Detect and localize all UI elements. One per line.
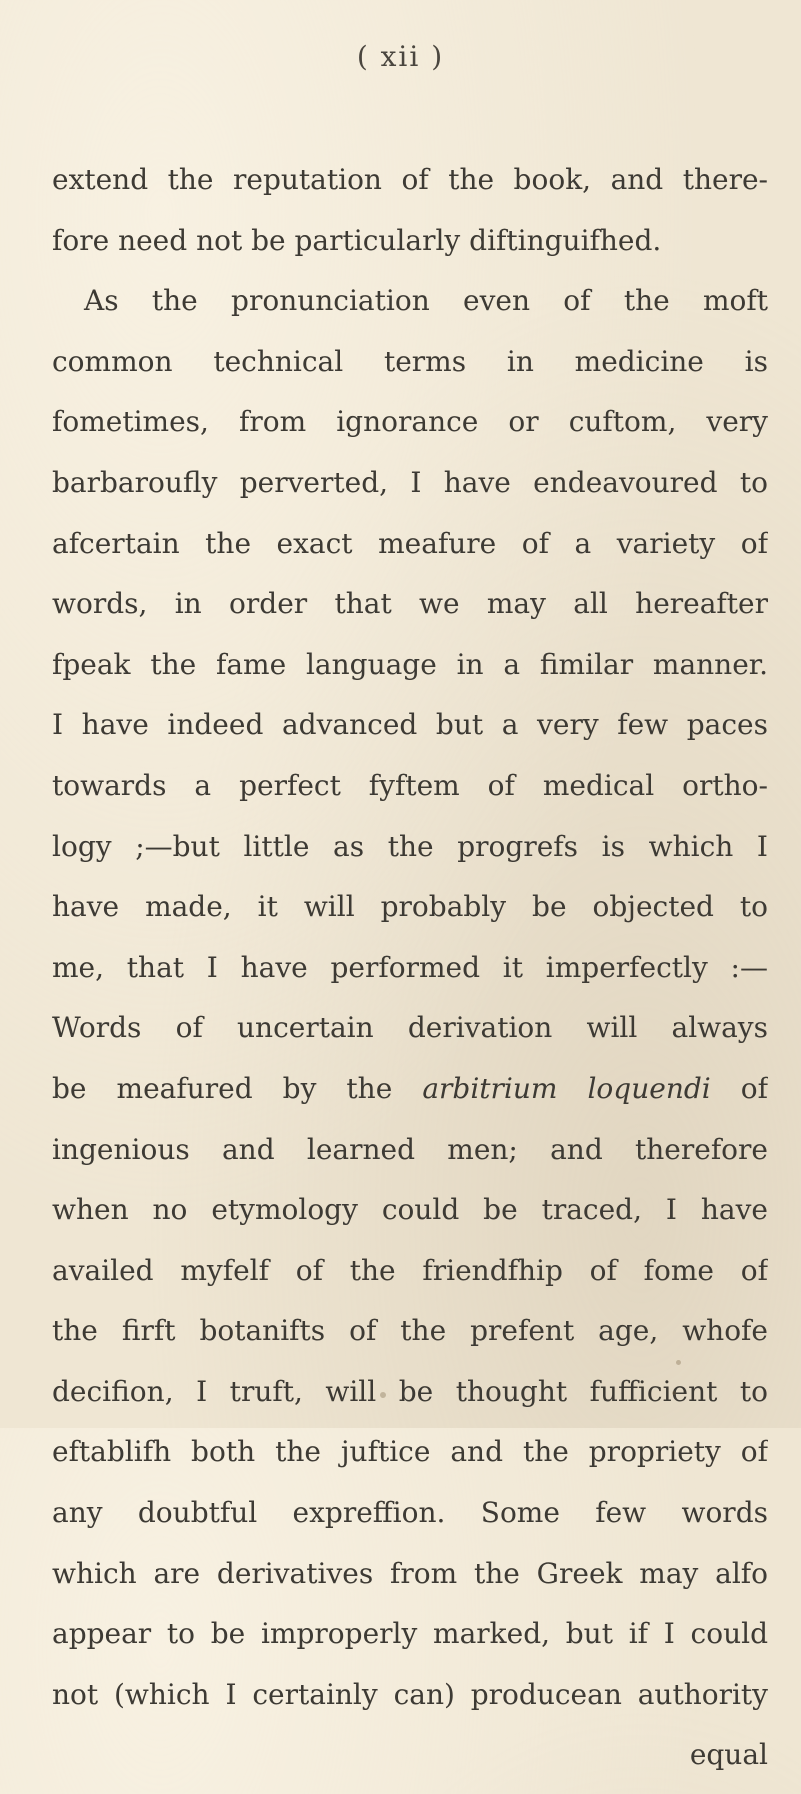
text-line: towards a perfect fyftem of medical ortho- [52, 768, 768, 802]
text-line: me, that I have performed it imperfectly :— [52, 950, 768, 984]
text-lines [52, 158, 768, 1733]
text-line: As the pronunciation even of the moft [84, 284, 768, 318]
text-line: not (which I certainly can) producean authority [52, 1677, 768, 1711]
catchword: equal [689, 1738, 768, 1772]
text-line: common technical terms in medicine is [52, 344, 768, 378]
text-line: fpeak the fame language in a fimilar manner. [52, 647, 768, 681]
text-line: fore need not be particularly diftinguifhed. [52, 223, 662, 257]
text-line: when no etymology could be traced, I have [52, 1193, 768, 1227]
text-line: fometimes, from ignorance or cuftom, very [52, 405, 768, 439]
text-line: logy ;—but little as the progrefs is which I [52, 829, 768, 863]
text-line: availed myfelf of the friendfhip of fome of [52, 1253, 768, 1287]
text-line: have made, it will probably be objected to [52, 890, 768, 924]
text-line: extend the reputation of the book, and there- [52, 163, 768, 196]
paper-spot [380, 1392, 386, 1398]
text-line: be meafured by the arbitrium loquendi of [52, 1071, 768, 1105]
text-line: afcertain the exact meafure of a variety of [52, 526, 768, 560]
text-line: which are derivatives from the Greek may alfo [52, 1556, 768, 1590]
page-number: ( xii ) [356, 40, 445, 73]
text-line: decifion, I truft, will be thought fufficient to [52, 1374, 768, 1408]
text-line: words, in order that we may all hereafter [52, 587, 768, 621]
text-line: ingenious and learned men; and therefore [52, 1132, 768, 1166]
text-line: I have indeed advanced but a very few paces [52, 708, 768, 742]
text-line: appear to be improperly marked, but if I could [52, 1617, 768, 1651]
paper-spot [676, 1360, 681, 1365]
text-line: the firft botanifts of the prefent age, whofe [52, 1314, 768, 1348]
text-line: any doubtful expreffion. Some few words [52, 1496, 768, 1530]
body-text [52, 158, 768, 1794]
text-line: Words of uncertain derivation will always [52, 1011, 768, 1045]
text-line: barbaroufly perverted, I have endeavoured to [52, 465, 768, 499]
text-line: eftablifh both the juftice and the propriety of [52, 1435, 768, 1469]
paper-spot [672, 1391, 676, 1395]
